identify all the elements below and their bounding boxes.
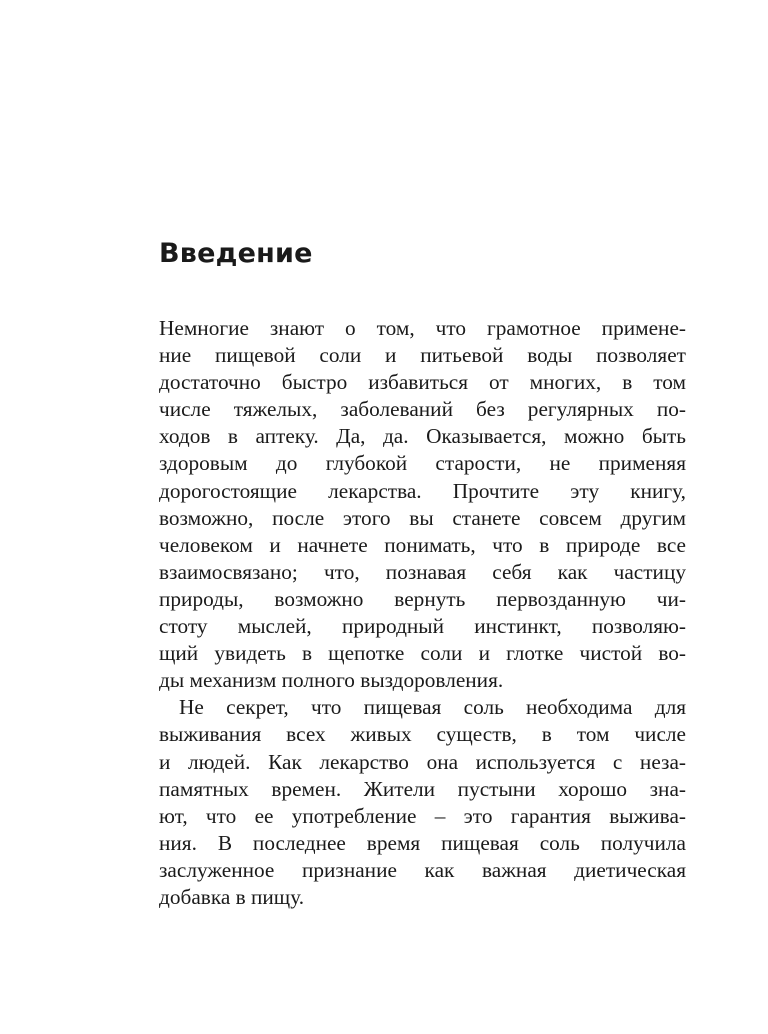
paragraph-2 <box>159 694 686 911</box>
text-line: дорогостоящие лекарства. Прочтите эту книгу, <box>159 478 686 503</box>
chapter-heading: Введение <box>159 238 313 269</box>
text-line: природы, возможно вернуть первозданную чи- <box>159 586 686 611</box>
text-line: ходов в аптеку. Да, да. Оказывается, можно быть <box>159 424 686 449</box>
text-line: заслуженное признание как важная диетическая <box>159 857 686 882</box>
text-line: Не секрет, что пищевая соль необходима для <box>179 695 686 720</box>
text-line: добавка в пищу. <box>159 884 305 909</box>
text-line: памятных времен. Жители пустыни хорошо зна- <box>159 776 686 801</box>
text-line: возможно, после этого вы станете совсем другим <box>159 505 686 530</box>
text-line: ды механизм полного выздоровления. <box>159 668 504 693</box>
paragraph-1 <box>159 315 686 694</box>
text-line: стоту мыслей, природный инстинкт, позволяю- <box>159 614 686 639</box>
text-line: здоровым до глубокой старости, не применяя <box>159 451 686 476</box>
text-line: ют, что ее употребление – это гарантия выжива- <box>159 803 686 828</box>
text-line: достаточно быстро избавиться от многих, в том <box>159 370 686 395</box>
text-line: ния. В последнее время пищевая соль получила <box>159 830 686 855</box>
text-line: ние пищевой соли и питьевой воды позволяет <box>159 343 686 368</box>
text-line: Немногие знают о том, что грамотное примене- <box>159 316 686 340</box>
text-line: числе тяжелых, заболеваний без регулярных по- <box>159 397 686 422</box>
chapter-body <box>159 315 686 911</box>
text-line: щий увидеть в щепотке соли и глотке чистой во- <box>159 641 686 666</box>
text-line: и людей. Как лекарство она используется с неза- <box>159 749 686 774</box>
text-line: выживания всех живых существ, в том числе <box>159 722 686 747</box>
text-line: человеком и начнете понимать, что в природе все <box>159 532 686 557</box>
text-line: взаимосвязано; что, познавая себя как частицу <box>159 559 686 584</box>
